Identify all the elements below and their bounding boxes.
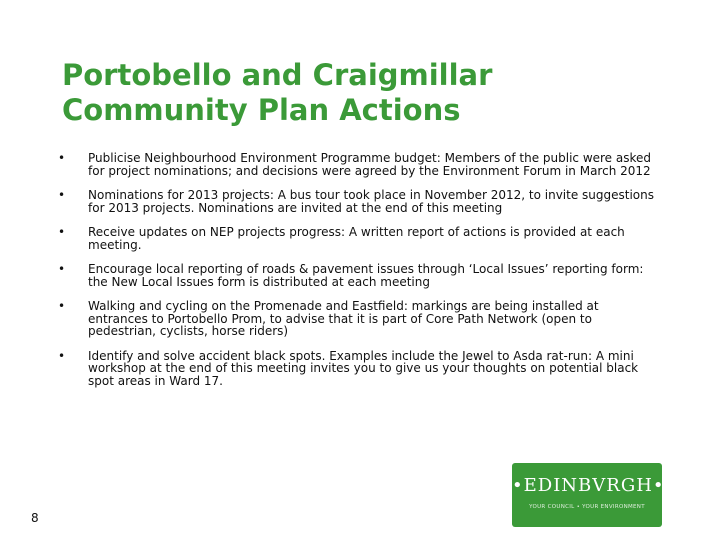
bullet-item — [58, 300, 658, 338]
bullet-point-icon: • — [58, 299, 66, 313]
bullet-item — [58, 263, 658, 288]
bullet-text: Publicise Neighbourhood Environment Programme budget: Members of the public were asked for project nominations; and decisions were agreed by the Environment Forum in March 2012 — [88, 151, 652, 178]
bullet-point-icon: • — [58, 151, 66, 165]
bullet-point-icon: • — [58, 348, 66, 363]
bullet-item — [58, 226, 658, 251]
page-number: 8 — [31, 511, 39, 525]
bullet-text: Encourage local reporting of roads & pavement issues through ‘Local Issues’ reporting form: the New Local Issues form is distributed at each meeting — [88, 262, 644, 289]
bullet-point-icon: • — [58, 225, 66, 239]
bullet-point-icon: • — [58, 262, 66, 276]
bullet-text: Walking and cycling on the Promenade and Eastfield: markings are being installed at entrances to Portobello Prom, to advise that it is part of Core Path Network (open to pedestrian, cyclists, horse riders) — [88, 299, 599, 338]
bullet-item — [58, 350, 658, 388]
edinburgh-logo — [512, 463, 665, 527]
bullet-item — [58, 189, 658, 214]
logo-tagline: YOUR COUNCIL • YOUR ENVIRONMENT — [529, 504, 645, 510]
bullet-text: Nominations for 2013 projects: A bus tour took place in November 2012, to invite suggestions for 2013 projects. Nominations are invited at the end of this meeting — [88, 188, 655, 215]
logo-name: •EDINBVRGH• — [512, 475, 665, 496]
slide-title — [62, 58, 662, 128]
bullet-item — [58, 152, 658, 177]
bullet-list — [58, 152, 658, 399]
title-line-1: Portobello and Craigmillar — [62, 58, 493, 92]
title-line-2: Community Plan Actions — [62, 93, 461, 127]
bullet-text: Receive updates on NEP projects progress: A written report of actions is provided at each meeting. — [88, 225, 625, 252]
bullet-point-icon: • — [58, 188, 66, 202]
bullet-text: Identify and solve accident black spots. Examples include the Jewel to Asda rat-run: A mini workshop at the end of this meeting invites you to give us your thoughts on potential black spot areas in Ward 17. — [88, 348, 639, 388]
